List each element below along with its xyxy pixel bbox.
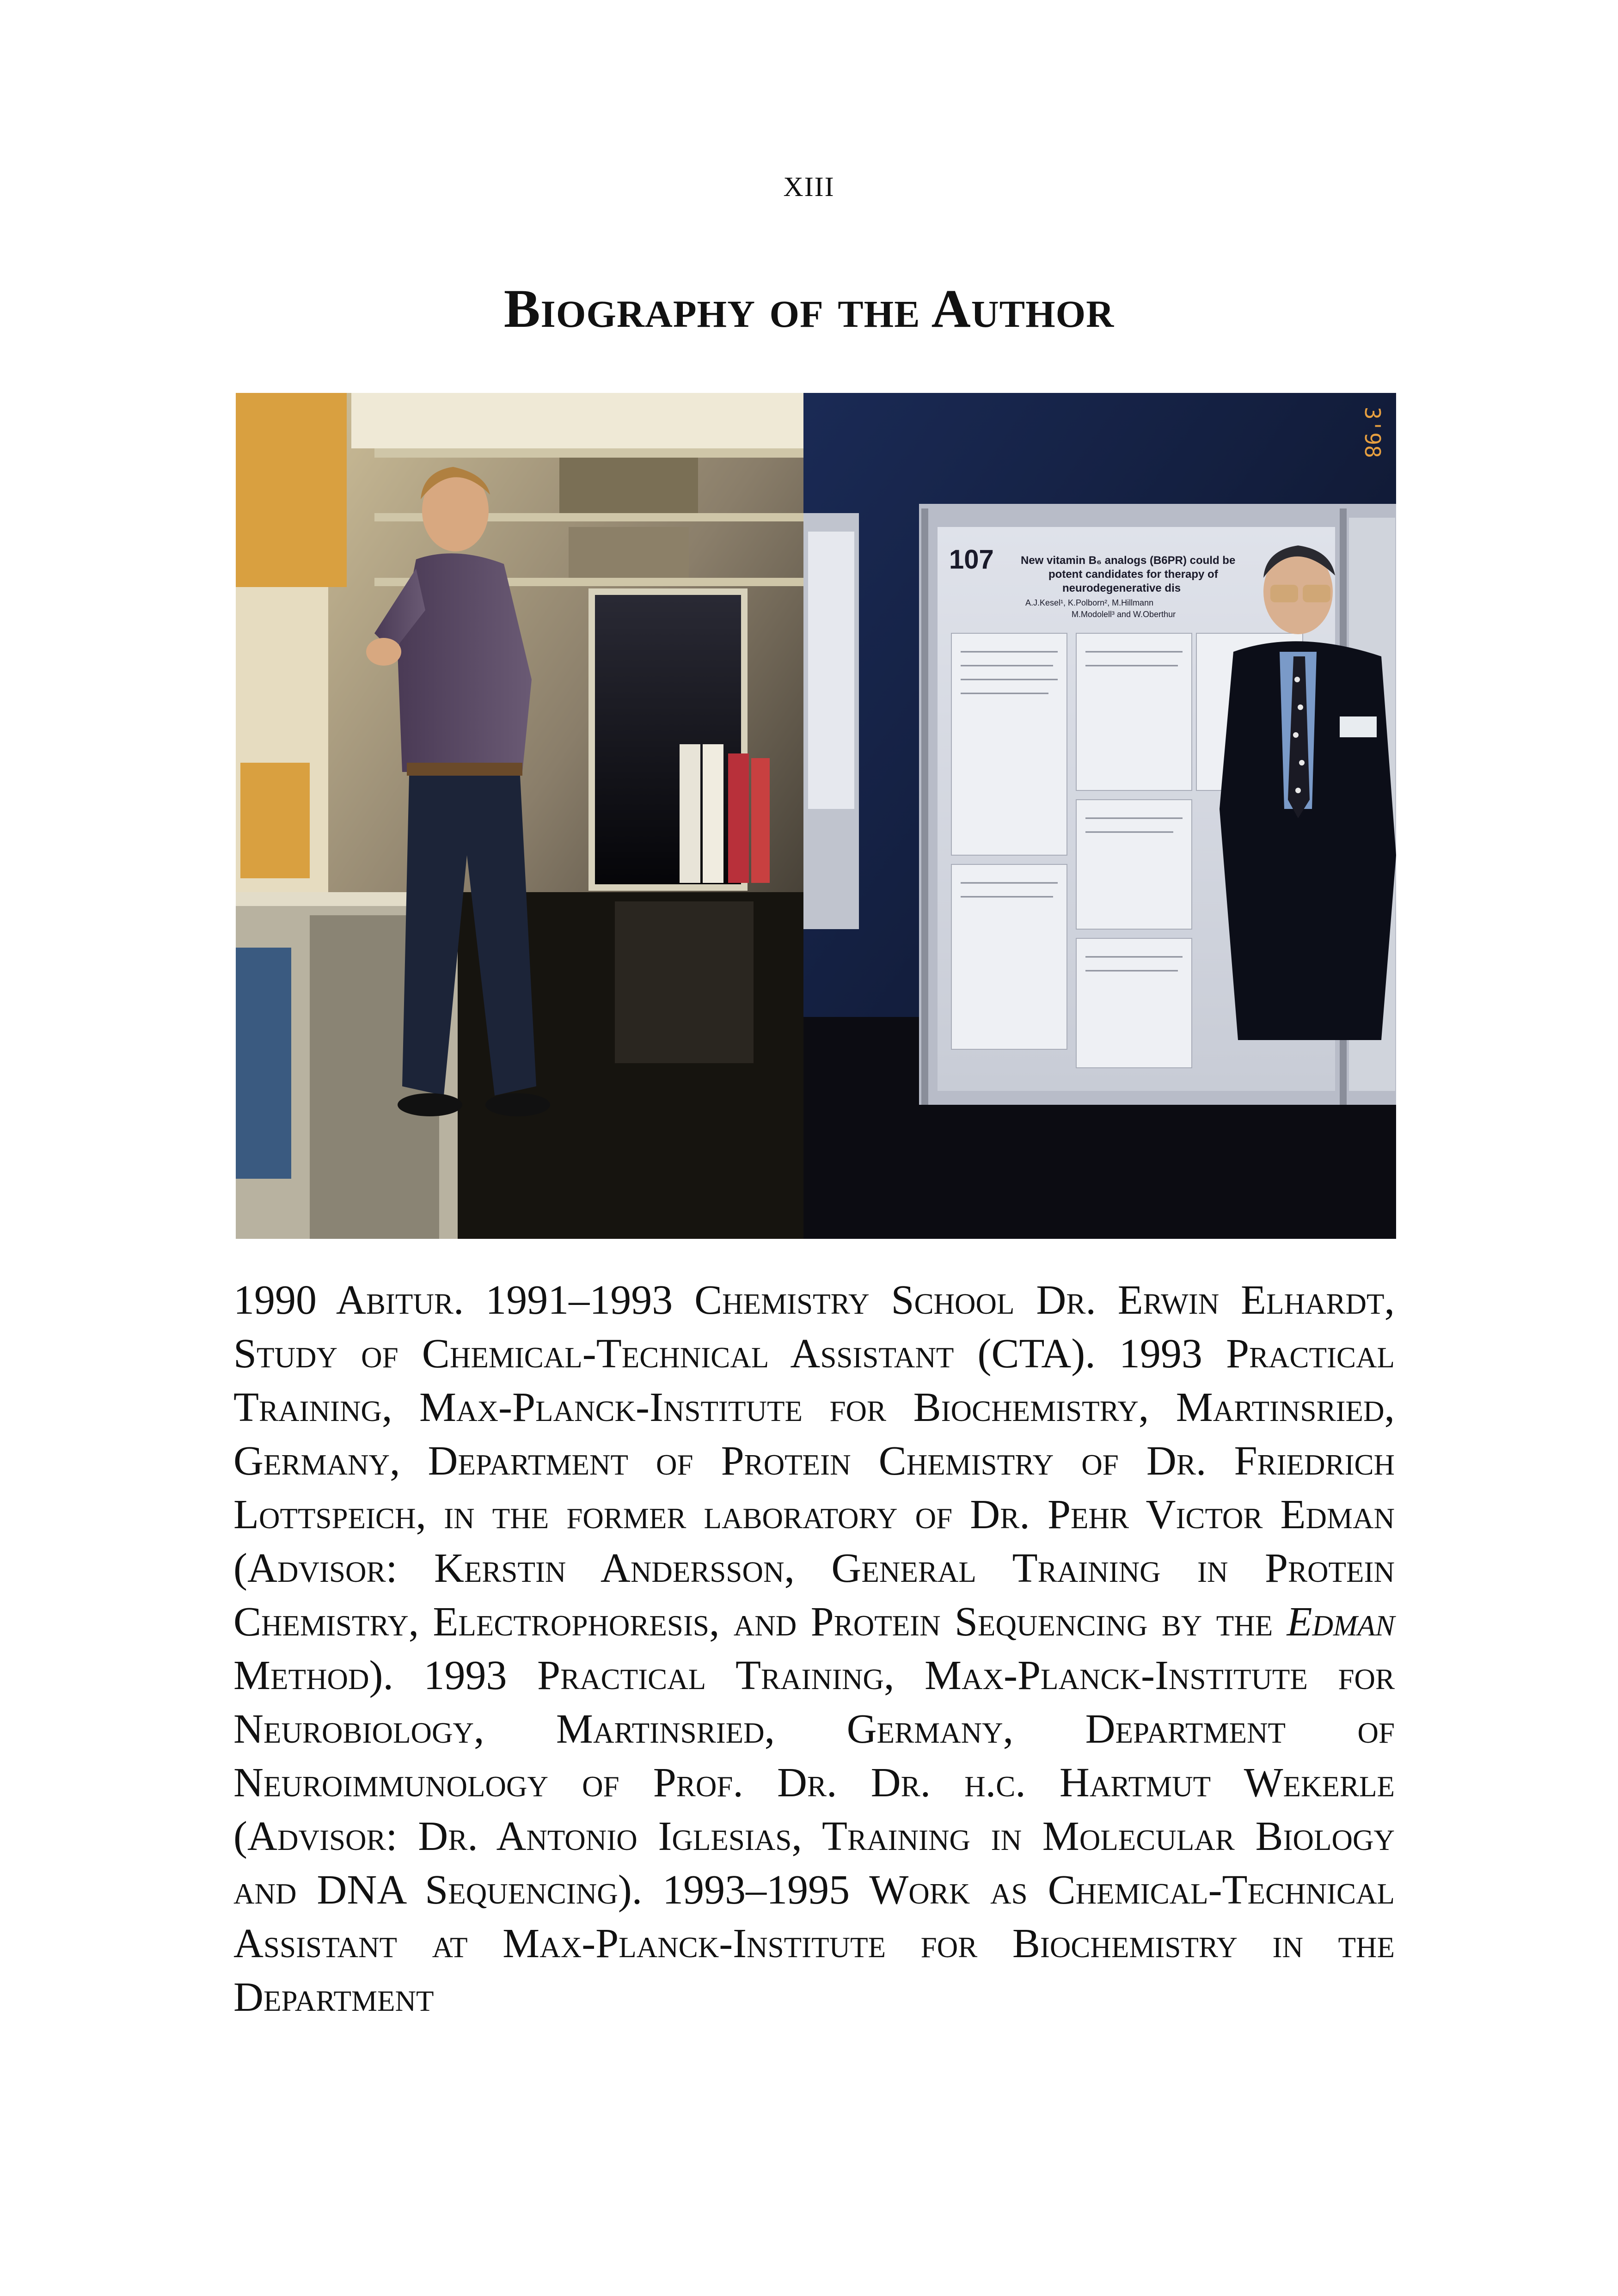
poster-number: 107	[949, 545, 994, 575]
poster-title-line3: neurodegenerative dis	[1062, 582, 1181, 594]
lab-photo	[236, 393, 803, 1239]
biography-text	[233, 1274, 1395, 2024]
poster-title-line1: New vitamin B₆ analogs (B6PR) could be	[1021, 554, 1236, 567]
poster-authors-line1: A.J.Kesel¹, K.Polborn², M.Hillmann	[1025, 598, 1154, 607]
photo-date-stamp: 3'98	[1360, 407, 1385, 458]
poster-title-line2: potent candidates for therapy of	[1048, 568, 1218, 581]
poster-photo	[803, 393, 1396, 1239]
biography-edman-italic: Edman	[1287, 1599, 1395, 1645]
biography-part2: Method). 1993 Practical Training, Max-Planck-Institute for Neurobiology, Martinsried, Germany, Department of Neuroimmunology of Prof. Dr. Dr. h.c. Hartmut Wekerle (Advisor: Dr. Antonio Iglesias, Training in Molecular Biology and DNA Sequencing). 1993–1995 Work as Chemical-Technical Assistant at Max-Planck-Institute for Biochemistry in the Department	[233, 1653, 1395, 2020]
page-number: XIII	[783, 171, 835, 202]
author-photos	[236, 393, 1396, 1239]
page-title: Biography of the Author	[503, 278, 1115, 339]
poster-authors-line2: M.Modolell³ and W.Oberthur	[1072, 610, 1176, 619]
biography-part1: 1990 Abitur. 1991–1993 Chemistry School Dr. Erwin Elhardt, Study of Chemical-Technical Assistant (CTA). 1993 Practical Training, Max-Planck-Institute for Biochemistry, Martinsried, Germany, Department of Protein Chemistry of Dr. Friedrich Lottspeich, in the former laboratory of Dr. Pehr Victor Edman (Advisor: Kerstin Andersson, General Training in Protein Chemistry, Electrophoresis, and Protein Sequencing by the	[233, 1277, 1395, 1645]
poster-photo-image	[803, 393, 1396, 1239]
lab-photo-image	[236, 393, 803, 1239]
